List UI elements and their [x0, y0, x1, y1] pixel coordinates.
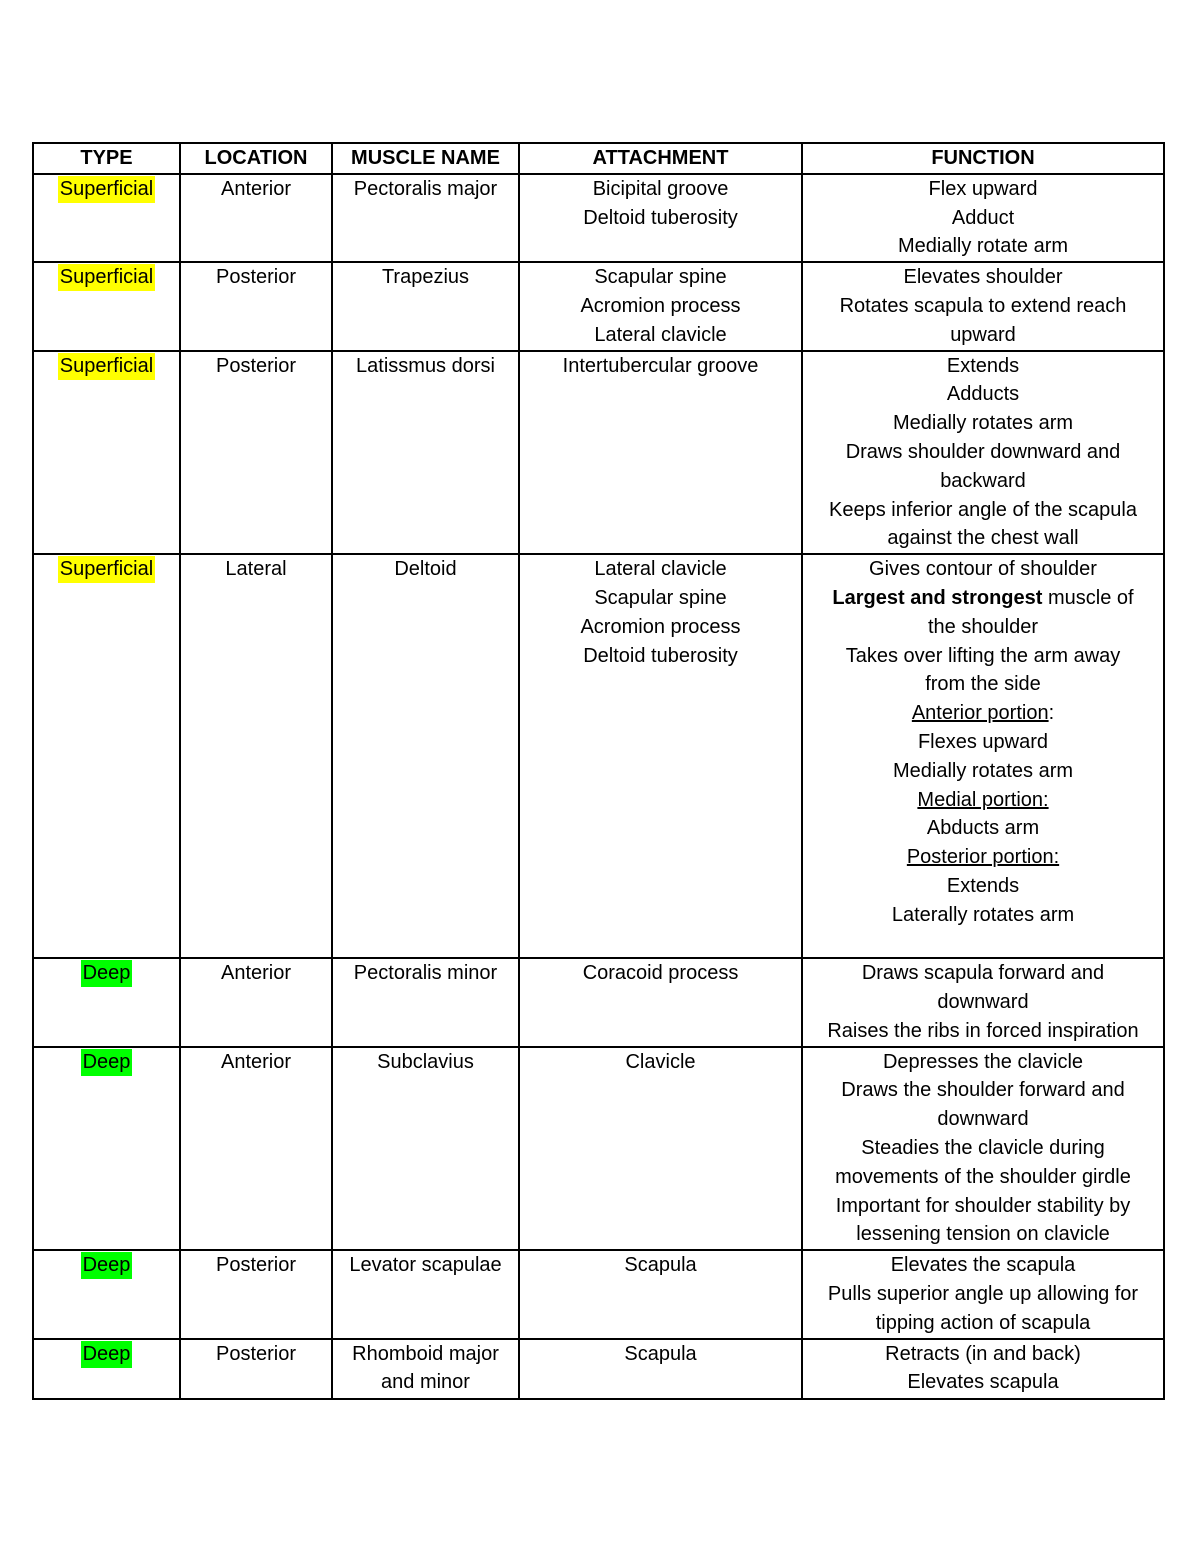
header-location: LOCATION: [180, 143, 332, 174]
function-text: Retracts (in and back): [885, 1342, 1081, 1365]
function-line: [885, 1340, 1081, 1369]
function-line: [856, 1220, 1110, 1249]
location-cell: [180, 174, 332, 262]
type-badge: Deep: [81, 1252, 133, 1279]
function-line: [947, 352, 1019, 381]
function-line: [925, 670, 1041, 699]
function-text: Takes over lifting the arm away: [845, 644, 1121, 667]
function-cell: [802, 554, 1164, 958]
location-cell: [180, 262, 332, 350]
location-text: Anterior: [220, 177, 292, 200]
function-text: Draws shoulder downward and: [845, 440, 1121, 463]
muscle-name-cell: [332, 1047, 519, 1251]
attachment-cell: [519, 1047, 802, 1251]
attachment-line: Acromion process: [580, 294, 741, 317]
type-cell: [33, 554, 180, 958]
muscle-name-cell: [332, 1339, 519, 1399]
attachment-line: Coracoid process: [582, 962, 739, 985]
table-row: [33, 1339, 1164, 1399]
function-cell: [802, 174, 1164, 262]
table-row: [33, 262, 1164, 350]
function-text: backward: [940, 469, 1026, 492]
function-subheading: Anterior portion: [911, 702, 1049, 725]
function-line: [927, 814, 1039, 843]
function-text: Extends: [946, 874, 1020, 897]
table-row: [33, 554, 1164, 958]
muscle-name-line: Rhomboid major: [352, 1342, 499, 1365]
function-text: Abducts arm: [926, 817, 1040, 840]
type-cell: [33, 958, 180, 1046]
attachment-line: Scapula: [624, 1342, 697, 1365]
function-line: [912, 699, 1054, 728]
location-cell: [180, 1250, 332, 1338]
type-cell: [33, 1047, 180, 1251]
attachment-line: Scapular spine: [594, 266, 727, 289]
table-row: [33, 958, 1164, 1046]
function-line: [917, 786, 1048, 815]
attachment-line: Scapula: [624, 1254, 697, 1277]
function-text: Rotates scapula to extend reach: [839, 294, 1127, 317]
function-line: [827, 1017, 1138, 1046]
function-cell: [802, 1047, 1164, 1251]
type-badge: Deep: [81, 1049, 133, 1076]
function-line: [940, 467, 1026, 496]
type-cell: [33, 1250, 180, 1338]
attachment-cell: [519, 554, 802, 958]
type-cell: [33, 1339, 180, 1399]
muscle-name-cell: [332, 351, 519, 555]
function-line: [950, 321, 1016, 350]
function-cell: [802, 262, 1164, 350]
location-cell: [180, 351, 332, 555]
attachment-line: Scapular spine: [594, 586, 727, 609]
function-cell: [802, 958, 1164, 1046]
function-cell: [802, 1250, 1164, 1338]
function-line: [832, 584, 1133, 613]
function-text: Steadies the clavicle during: [861, 1136, 1105, 1159]
location-text: Anterior: [220, 1050, 292, 1073]
muscle-name-cell: [332, 174, 519, 262]
attachment-line: Bicipital groove: [592, 177, 729, 200]
function-line: [893, 409, 1073, 438]
location-text: Anterior: [220, 962, 292, 985]
function-line: [861, 1134, 1104, 1163]
function-line: [829, 496, 1137, 525]
location-text: Posterior: [215, 266, 297, 289]
header-function: FUNCTION: [802, 143, 1164, 174]
function-text: upward: [950, 323, 1016, 346]
function-line: [836, 1192, 1131, 1221]
attachment-line: Clavicle: [625, 1050, 696, 1073]
attachment-line: Lateral clavicle: [594, 558, 727, 581]
location-cell: [180, 554, 332, 958]
muscle-table: [32, 142, 1165, 1400]
function-text: Adduct: [951, 206, 1015, 229]
function-text: Draws the shoulder forward and: [841, 1079, 1125, 1102]
attachment-cell: [519, 262, 802, 350]
function-line: [891, 1251, 1076, 1280]
function-subheading: Posterior portion:: [906, 846, 1060, 869]
function-line: [846, 642, 1121, 671]
function-line: [869, 555, 1097, 584]
attachment-cell: [519, 351, 802, 555]
function-line: [918, 728, 1048, 757]
function-line: [907, 1368, 1058, 1397]
function-line: [883, 1048, 1083, 1077]
header-muscle-name: MUSCLE NAME: [332, 143, 519, 174]
function-text: Gives contour of shoulder: [869, 558, 1097, 581]
function-text: Depresses the clavicle: [882, 1050, 1084, 1073]
function-text: downward: [937, 1108, 1029, 1131]
function-text: Flexes upward: [917, 730, 1049, 753]
muscle-name-cell: [332, 1250, 519, 1338]
function-text: Keeps inferior angle of the scapula: [829, 498, 1137, 521]
function-line: [937, 988, 1028, 1017]
attachment-cell: [519, 174, 802, 262]
attachment-line: Deltoid tuberosity: [583, 644, 738, 667]
function-text: Elevates scapula: [907, 1371, 1059, 1394]
attachment-cell: [519, 958, 802, 1046]
muscle-name-cell: [332, 554, 519, 958]
type-cell: [33, 174, 180, 262]
function-line: [947, 872, 1019, 901]
attachment-cell: [519, 1339, 802, 1399]
type-badge: Superficial: [58, 264, 155, 291]
function-line: [893, 757, 1073, 786]
type-badge: Superficial: [58, 176, 155, 203]
attachment-line: Lateral clavicle: [594, 323, 727, 346]
function-line: [876, 1309, 1091, 1338]
type-badge: Superficial: [58, 556, 155, 583]
table-row: [33, 351, 1164, 555]
muscle-name-line: Levator scapulae: [349, 1254, 502, 1277]
function-text: Medially rotates arm: [892, 412, 1074, 435]
function-cell: [802, 351, 1164, 555]
muscle-name-line: Latissmus dorsi: [356, 354, 495, 377]
type-badge: Deep: [81, 1341, 133, 1368]
attachment-line: Deltoid tuberosity: [583, 206, 738, 229]
function-line: [862, 959, 1104, 988]
function-text: lessening tension on clavicle: [856, 1223, 1110, 1246]
function-line: [907, 843, 1059, 872]
muscle-name-line: Trapezius: [381, 266, 470, 289]
type-badge: Superficial: [58, 353, 155, 380]
muscle-name-line: and minor: [381, 1371, 470, 1394]
function-text: against the chest wall: [887, 527, 1079, 550]
function-text: muscle of: [1042, 586, 1134, 609]
function-text: Laterally rotates arm: [891, 903, 1075, 926]
table-row: [33, 174, 1164, 262]
function-text: :: [1048, 702, 1055, 725]
location-cell: [180, 958, 332, 1046]
function-text: Extends: [946, 354, 1020, 377]
function-text: tipping action of scapula: [875, 1311, 1091, 1334]
muscle-name-line: Pectoralis minor: [353, 962, 498, 985]
function-text: Draws scapula forward and: [861, 962, 1105, 985]
location-cell: [180, 1339, 332, 1399]
function-text: Elevates shoulder: [903, 266, 1063, 289]
type-cell: [33, 262, 180, 350]
function-subheading: Medial portion:: [917, 788, 1049, 811]
location-text: Posterior: [215, 1254, 297, 1277]
table-body: [33, 174, 1164, 1399]
function-text: Raises the ribs in forced inspiration: [827, 1019, 1139, 1042]
muscle-name-line: Deltoid: [394, 558, 457, 581]
muscle-name-line: Pectoralis major: [353, 177, 498, 200]
function-text: Flex upward: [928, 177, 1038, 200]
function-text: Medially rotate arm: [897, 235, 1069, 258]
function-line: [887, 524, 1078, 553]
function-line: [929, 175, 1038, 204]
attachment-cell: [519, 1250, 802, 1338]
function-text: downward: [937, 990, 1029, 1013]
location-cell: [180, 1047, 332, 1251]
function-line: [904, 263, 1063, 292]
function-text: the shoulder: [927, 615, 1039, 638]
function-line: [928, 613, 1038, 642]
table-row: [33, 1047, 1164, 1251]
function-text: from the side: [925, 673, 1041, 696]
attachment-line: Acromion process: [580, 615, 741, 638]
header-type: TYPE: [33, 143, 180, 174]
header-row: [33, 143, 1164, 174]
location-text: Lateral: [225, 558, 287, 581]
function-emphasis: Largest and strongest: [832, 586, 1043, 609]
function-line: [892, 901, 1074, 930]
function-text: Pulls superior angle up allowing for: [827, 1282, 1139, 1305]
function-line: [937, 1105, 1028, 1134]
function-line: [835, 1163, 1131, 1192]
header-attachment: ATTACHMENT: [519, 143, 802, 174]
function-line: [898, 232, 1068, 261]
function-line: [840, 292, 1127, 321]
function-text: Important for shoulder stability by: [835, 1194, 1131, 1217]
function-text: Elevates the scapula: [890, 1254, 1076, 1277]
function-line: [846, 438, 1121, 467]
muscle-name-cell: [332, 958, 519, 1046]
type-badge: Deep: [81, 960, 133, 987]
function-cell: [802, 1339, 1164, 1399]
location-text: Posterior: [215, 1342, 297, 1365]
location-text: Posterior: [215, 354, 297, 377]
function-text: Medially rotates arm: [892, 759, 1074, 782]
function-line: [828, 1280, 1138, 1309]
function-text: movements of the shoulder girdle: [835, 1165, 1131, 1188]
table-row: [33, 1250, 1164, 1338]
muscle-name-cell: [332, 262, 519, 350]
muscle-name-line: Subclavius: [377, 1050, 474, 1073]
function-line: [952, 204, 1014, 233]
function-line: [947, 380, 1019, 409]
function-text: Adducts: [946, 383, 1020, 406]
function-line: [841, 1076, 1124, 1105]
attachment-line: Intertubercular groove: [562, 354, 759, 377]
type-cell: [33, 351, 180, 555]
